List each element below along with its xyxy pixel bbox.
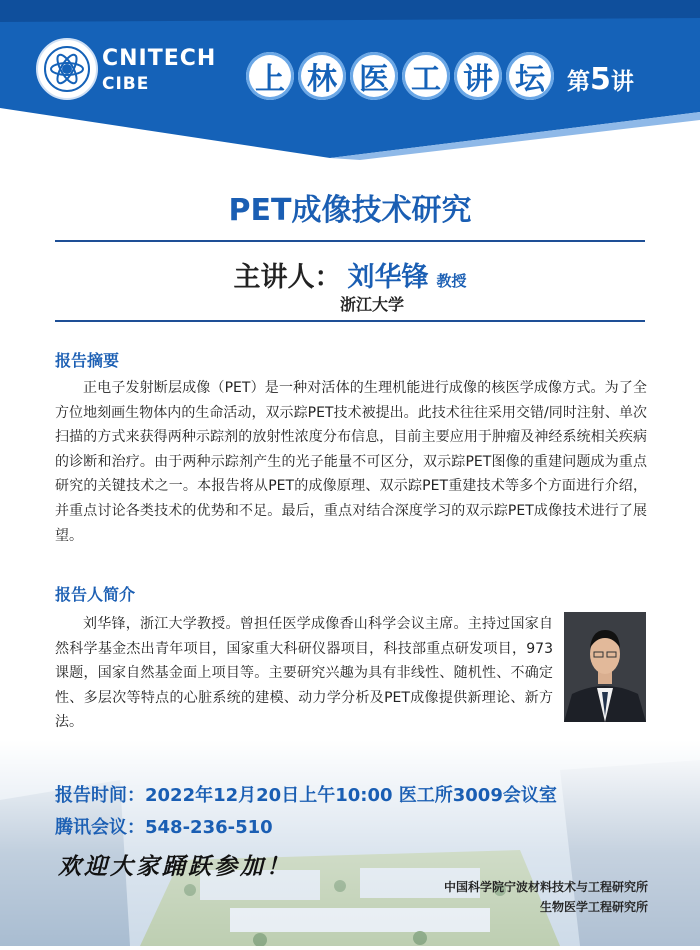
series-char: 讲: [454, 52, 502, 100]
header-banner: [0, 0, 700, 160]
divider-top: [55, 240, 645, 242]
lecture-suffix: 讲: [610, 69, 634, 95]
series-char: 坛: [506, 52, 554, 100]
brand-name: CNITECH: [102, 46, 217, 71]
divider-bottom: [55, 320, 645, 322]
organizer-line2: 生物医学工程研究所: [539, 900, 648, 914]
speaker-line: [0, 255, 700, 294]
talk-time-location: 报告时间：2022年12月20日上午10:00 医工所3009会议室: [55, 785, 557, 806]
speaker-photo: [564, 612, 646, 722]
lecture-prefix: 第: [567, 69, 590, 95]
abstract-heading: 报告摘要: [55, 351, 120, 370]
bio-heading: 报告人简介: [55, 585, 136, 604]
talk-title: PET成像技术研究: [228, 193, 472, 228]
organizer-line1: 中国科学院宁波材料技术与工程研究所: [443, 880, 648, 894]
series-char: 上: [246, 52, 294, 100]
abstract-text: 正电子发射断层成像（PET）是一种对活体的生理机能进行成像的核医学成像方式。为了全方位地刻画生物体内的生命活动，双示踪PET技术被提出。此技术往往采用交错/同时注射、单次扫描的方式来获得两种示踪剂的放射性浓度分布信息，目前主要应用于肿瘤及神经系统相关疾病的诊断和治疗。由于两种示踪剂产生的光子能量不可区分，双示踪PET图像的重建问题成为重点研究的关键技术之一。本报告将从PET的成像原理、双示踪PET重建技术等多个方面进行介绍，并重点讨论各类技术的优势和不足。最后，重点对结合深度学习的双示踪PET成像技术进行了展望。: [55, 380, 647, 544]
speaker-title: 教授: [436, 272, 467, 290]
speaker-label: 主讲人：: [233, 262, 342, 293]
bio-text: 刘华锋，浙江大学教授。曾担任医学成像香山科学会议主席。主持过国家自然科学基金杰出青年项目，国家重大科研仪器项目，科技部重点研发项目，973课题，国家自然基金面上项目等。主要研究兴趣为具有非线性、随机性、不确定性、多层次等特点的心脏系统的建模、动力学分析及PET成像提供新理论、新方法。: [55, 616, 553, 731]
lecture-number: [567, 62, 634, 97]
series-char: 工: [402, 52, 450, 100]
series-title: [246, 52, 554, 100]
brand-subname: CIBE: [102, 74, 150, 94]
welcome-text: 欢迎大家踊跃参加！: [58, 853, 292, 880]
series-char: 医: [350, 52, 398, 100]
tencent-meeting: 腾讯会议：548-236-510: [55, 817, 273, 838]
speaker-name: 刘华锋: [347, 262, 429, 293]
lecture-num: 5: [590, 62, 611, 97]
campus-background: [0, 740, 700, 946]
speaker-affiliation: 浙江大学: [340, 295, 405, 314]
series-char: 林: [298, 52, 346, 100]
institute-logo: [36, 38, 98, 100]
